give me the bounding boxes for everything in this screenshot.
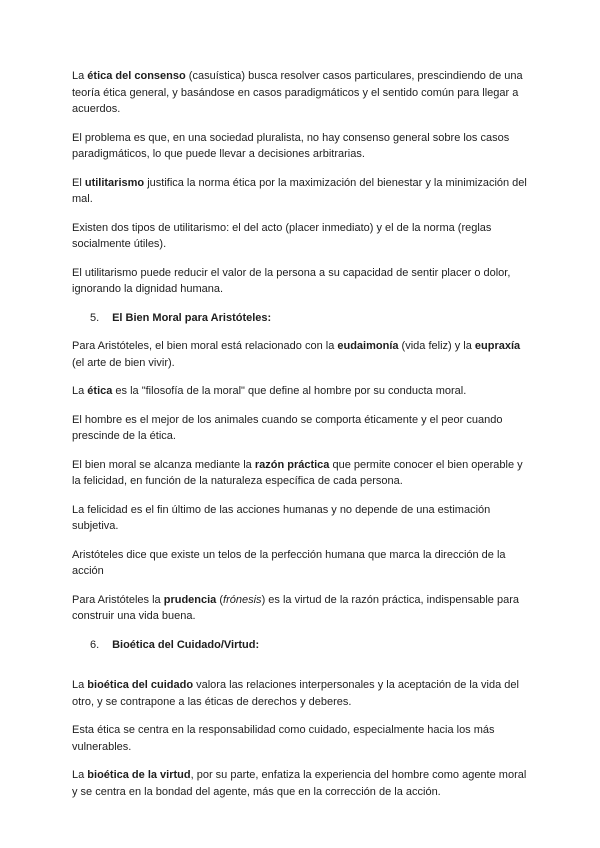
section-bioetica (72, 677, 530, 800)
paragraph-text: valora las relaciones interpersonales y la aceptación de la vida del otro, y se contrapone a las éticas de derechos y deberes. (72, 679, 519, 708)
paragraph-text: La (72, 679, 88, 691)
paragraph (72, 220, 530, 253)
paragraph (72, 338, 530, 371)
paragraph (72, 502, 530, 535)
section-heading-6 (72, 637, 530, 654)
paragraph (72, 592, 530, 625)
paragraph-text: (el arte de bien vivir). (72, 356, 175, 369)
paragraph-text: ( (216, 593, 224, 606)
bold-term: razón práctica (254, 458, 330, 471)
paragraph (72, 767, 530, 800)
paragraph (72, 677, 530, 710)
paragraph (72, 722, 530, 755)
paragraph-text: ) es la virtud de la razón práctica, indispensable para construir una vida buena. (72, 593, 519, 622)
paragraph-text: Para Aristóteles, el bien moral está relacionado con la (72, 340, 338, 352)
paragraph-text: justifica la norma ética por la maximización del bienestar y la minimización del mal. (72, 176, 527, 205)
heading-text: Bioética del Cuidado/Virtud: (112, 638, 260, 651)
paragraph (72, 547, 530, 580)
paragraph-text: El (72, 176, 85, 189)
paragraph-text: Esta ética se centra en la responsabilidad como cuidado, especialmente hacia los más vulnerables. (72, 724, 495, 753)
paragraph-text: (vida feliz) y la (398, 340, 475, 352)
section-aristoteles (72, 338, 530, 625)
paragraph-text: Para Aristóteles la (72, 593, 164, 606)
bold-term: bioética de la virtud (87, 769, 191, 781)
bold-term: ética (87, 385, 113, 397)
paragraph-text: que permite conocer el bien operable y la felicidad, en función de la naturaleza específica de cada persona. (72, 458, 523, 487)
paragraph-text: La (72, 769, 88, 781)
blank-line (72, 665, 530, 677)
section-top (72, 68, 530, 298)
bold-term: eupraxía (474, 340, 521, 352)
paragraph-text: (casuística) busca resolver casos particulares, prescindiendo de una teoría ética general, y basándose en casos paradigmáticos y el sentido común para llegar a acuerdos. (72, 70, 523, 115)
paragraph (72, 412, 530, 445)
heading-number: 6. (90, 638, 100, 651)
bold-term: bioética del cuidado (87, 679, 194, 691)
heading-number: 5. (90, 311, 100, 324)
paragraph (72, 383, 530, 400)
section-heading-5 (72, 310, 530, 327)
italic-term: frónesis (223, 593, 262, 606)
bold-term: eudaimonía (337, 340, 399, 352)
paragraph-text: El bien moral se alcanza mediante la (72, 458, 255, 471)
bold-term: prudencia (163, 593, 217, 606)
bold-term: utilitarismo (84, 176, 145, 189)
paragraph (72, 265, 530, 298)
paragraph (72, 175, 530, 208)
paragraph-text: La (72, 70, 88, 82)
paragraph-text: Existen dos tipos de utilitarismo: el del acto (placer inmediato) y el de la norma (reglas socialmente útiles). (72, 221, 492, 250)
paragraph (72, 457, 530, 490)
paragraph-text: , por su parte, enfatiza la experiencia del hombre como agente moral y se centra en la bondad del agente, más que en la corrección de la acción. (72, 769, 527, 798)
paragraph-text: es la "filosofía de la moral" que define al hombre por su conducta moral. (112, 385, 467, 397)
bold-term: ética del consenso (87, 70, 186, 82)
paragraph (72, 130, 530, 163)
paragraph-text: Aristóteles dice que existe un telos de la perfección humana que marca la dirección de la acción (72, 548, 506, 577)
paragraph-text: El utilitarismo puede reducir el valor de la persona a su capacidad de sentir placer o dolor, ignorando la dignidad humana. (72, 266, 511, 295)
paragraph-text: El hombre es el mejor de los animales cuando se comporta éticamente y el peor cuando prescinde de la ética. (72, 413, 503, 442)
paragraph-text: El problema es que, en una sociedad pluralista, no hay consenso general sobre los casos paradigmáticos, lo que puede llevar a decisiones arbitrarias. (72, 131, 510, 160)
paragraph-text: La felicidad es el fin último de las acciones humanas y no depende de una estimación subjetiva. (72, 503, 491, 532)
paragraph (72, 68, 530, 118)
paragraph-text: La (72, 385, 88, 397)
heading-text: El Bien Moral para Aristóteles: (112, 311, 272, 324)
